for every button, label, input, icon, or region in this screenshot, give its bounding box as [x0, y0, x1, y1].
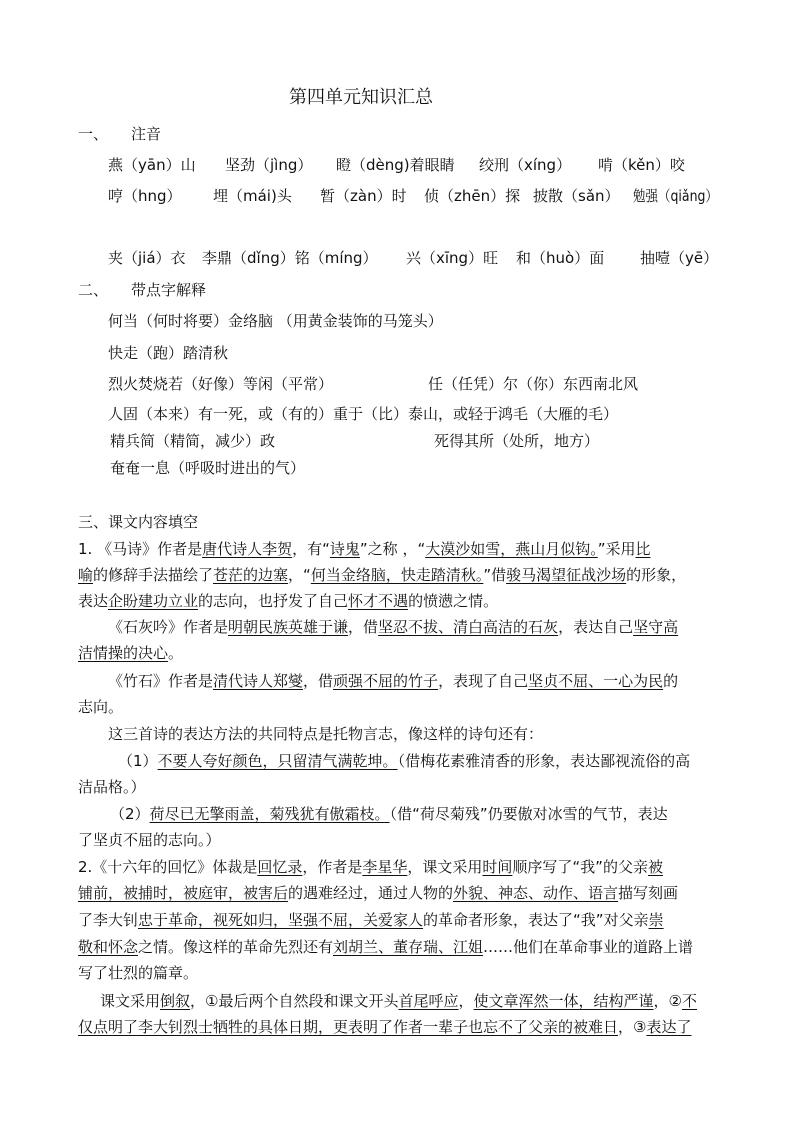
pinyin-item: 坚劲（jìng） — [225, 156, 313, 174]
paragraph-line: 了坚贞不屈的志向。） — [78, 831, 221, 849]
pinyin-item: 和（huò）面 — [516, 249, 605, 267]
paragraph-line: 《竹石》作者是清代诗人郑燮，借顽强不屈的竹子，表现了自己坚贞不屈、一心为民的 — [108, 672, 679, 690]
pinyin-item: 夹（jiá）衣 — [108, 249, 186, 267]
definition-line: 人固（本来）有一死，或（有的）重于（比）泰山，或轻于鸿毛（大雁的毛） — [108, 405, 619, 423]
pinyin-item: 披散（sǎn） — [533, 187, 620, 205]
section3-heading: 三、课文内容填空 — [78, 513, 199, 531]
definition-line: 何当（何时将要）金络脑 （用黄金装饰的马笼头） — [108, 312, 443, 330]
definition-line: 死得其所（处所，地方） — [434, 432, 600, 450]
pinyin-item: 抽噎（yē） — [640, 249, 719, 267]
pinyin-item: 暂（zàn）时 — [320, 187, 407, 205]
section2-label: 二、 — [78, 281, 109, 299]
pinyin-item: 哼（hng） — [108, 187, 182, 205]
paragraph-line: （1）不要人夸好颜色，只留清气满乾坤。（借梅花素雅清香的形象，表达鄙视流俗的高 — [118, 752, 691, 770]
pinyin-item: 绞刑（xíng） — [479, 156, 572, 174]
pinyin-item: 兴（xīng）旺 — [406, 249, 499, 267]
paragraph-line: 洁品格。） — [78, 778, 146, 796]
paragraph-line: 了李大钊忠于革命，视死如归，坚强不屈，关爱家人的革命者形象，表达了“我”对父亲崇 — [78, 911, 664, 929]
definition-line: 奄奄一息（呼吸时进出的气） — [110, 459, 306, 477]
definition-line: 烈火焚烧若（好像）等闲（平常） — [108, 375, 334, 393]
paragraph-line: 这三首诗的表达方法的共同特点是托物言志，像这样的诗句还有： — [108, 725, 544, 743]
paragraph-line: 表达企盼建功立业的志向，也抒发了自己怀才不遇的愤懑之情。 — [78, 592, 499, 610]
definition-line: 快走（跑）踏清秋 — [108, 344, 229, 362]
paragraph-line: 铺前，被捕时，被庭审，被害后的遇难经过，通过人物的外貌、神态、动作、语言描写刻画 — [78, 884, 679, 902]
section2-heading: 带点字解释 — [131, 281, 207, 299]
pinyin-item: 李鼎（dǐng）铭（míng） — [202, 249, 378, 267]
definition-line: 精兵简（精简，减少）政 — [110, 432, 276, 450]
paragraph-line: 写了壮烈的篇章。 — [78, 964, 199, 982]
paragraph-line: 1. 《马诗》作者是唐代诗人李贺，有“诗鬼”之称 ，“大漠沙如雪，燕山月似钩。”采用比 — [78, 540, 651, 558]
pinyin-item: 燕（yān）山 — [108, 156, 196, 174]
definition-line: 任（任凭）尔（你）东西南北风 — [428, 375, 639, 393]
paragraph-line: 2.《十六年的回忆》体裁是回忆录，作者是李星华，课文采用时间顺序写了“我”的父亲被 — [78, 858, 663, 876]
paragraph-line: 敬和怀念之情。像这样的革命先烈还有刘胡兰、董存瑞、江姐……他们在革命事业的道路上谱 — [78, 938, 694, 956]
paragraph-line: 课文采用倒叙，①最后两个自然段和课文开头首尾呼应，使文章浑然一体，结构严谨，②不 — [100, 992, 697, 1010]
paragraph-line: （2）荷尽已无擎雨盖，菊残犹有傲霜枝。（借“荷尽菊残”仍要傲对冰雪的气节，表达 — [110, 805, 668, 823]
pinyin-item: 瞪（dèng)着眼睛 — [336, 156, 455, 174]
paragraph-line: 志向。 — [78, 698, 124, 716]
paragraph-line: 《石灰吟》作者是明朝民族英雄于谦，借坚忍不拔、清白高洁的石灰，表达自己坚守高 — [108, 618, 679, 636]
paragraph-line: 仅点明了李大钊烈士牺牲的具体日期，更表明了作者一辈子也忘不了父亲的被难日，③表达了 — [78, 1018, 692, 1036]
pinyin-item: 勉强（qiǎng） — [633, 187, 718, 205]
page-title: 第四单元知识汇总 — [289, 87, 433, 108]
section1-heading: 注音 — [131, 125, 162, 143]
section1-label: 一、 — [78, 125, 109, 143]
paragraph-line: 洁情操的决心。 — [78, 644, 184, 662]
pinyin-item: 啃（kěn）咬 — [598, 156, 685, 174]
pinyin-item: 埋（mái)头 — [213, 187, 292, 205]
pinyin-item: 侦（zhēn）探 — [424, 187, 521, 205]
paragraph-line: 喻的修辞手法描绘了苍茫的边塞，“何当金络脑，快走踏清秋。”借骏马渴望征战沙场的形象， — [78, 566, 687, 584]
